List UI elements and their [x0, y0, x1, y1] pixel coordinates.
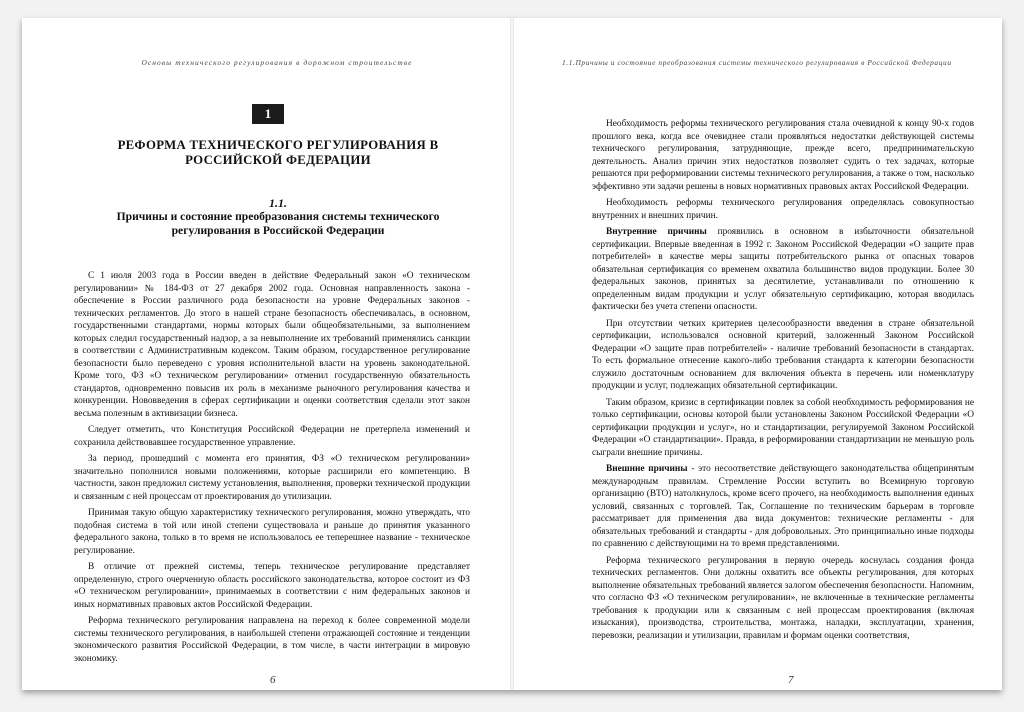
- paragraph: За период, прошедший с момента его принятия, ФЗ «О техническом регулировании» значительно пополнился новыми положениями, которые расширили его компетенцию. В частности, закон предложил систему установления, выполнения, проверки технической продукции и связанным с ней процессам от проектирования до утилизации.: [74, 454, 470, 502]
- page-number: 6: [270, 674, 276, 686]
- book-spread: [22, 18, 1002, 690]
- chapter-number: 1: [252, 104, 284, 124]
- paragraph-text: Необходимость реформы технического регулирования стала очевидной к концу 90-х годов прошлого века, когда все очевиднее стали проявляться недостатки действующей системы технического регулирования, затрудняющие, прежде всего, предпринимательскую деятельность. Анализ причин этих недостатков позволяет судить о тех задачах, которые решаются при реформировании системы технического регулирования, а также о том, насколько эффективно эти задачи решены в новых нормативных правовых актах Российской Федерации.: [592, 119, 974, 192]
- paragraph: [592, 397, 974, 460]
- paragraph-text: При отсутствии четких критериев целесообразности введения в стране обязательной сертификации, использовался основной критерий, заложенный Законом Российской Федерации «О защите прав потребителей» - наличие требований безопасности в стандартах. То есть формальное отнесение какого-либо требования стандарта к категории безопасности служило достаточным основанием для включения объекта в перечень или номенклатуру продукции и услуг, подлежащих обязательной сертификации.: [592, 318, 974, 391]
- running-head: 1.1.Причины и состояние преобразования системы технического регулирования в Российской Федерации: [562, 58, 952, 67]
- paragraph: [592, 197, 974, 222]
- paragraph: [592, 463, 974, 551]
- lead-text: Внешние причины: [606, 464, 688, 474]
- chapter-title: РЕФОРМА ТЕХНИЧЕСКОГО РЕГУЛИРОВАНИЯ В РОССИЙСКОЙ ФЕДЕРАЦИИ: [117, 138, 439, 167]
- paragraph-text: Необходимость реформы технического регулирования определялась совокупностью внутренних и внешних причин.: [592, 198, 974, 221]
- paragraph: [592, 118, 974, 193]
- paragraph: [592, 555, 974, 643]
- body-text: [74, 270, 470, 669]
- paragraph-text: Реформа технического регулирования в первую очередь коснулась создания фонда технических регламентов. Они должны охватить все объекты регулирования, для которых выполнение обязательных требований является залогом обеспечения безопасности. Напомним, что согласно ФЗ «О техническом регулировании», не включенные в технические регламенты требования к продукции или к связанным с ней процессам проектирования (включая изыскания), производства, строительства, монтажа, наладки, эксплуатации, хранения, перевозки, реализации и утилизации, правилам и формам оценки соответствия,: [592, 555, 974, 641]
- body-text: [592, 118, 974, 646]
- left-page: [22, 18, 512, 690]
- running-head: Основы технического регулирования в дорожном строительстве: [141, 58, 413, 67]
- section-number: 1.1.: [269, 196, 287, 210]
- section-title: Причины и состояние преобразования системы технического регулирования в Российской Федерации: [116, 210, 440, 237]
- paragraph-text: Таким образом, кризис в сертификации повлек за собой необходимость реформирования не только сертификации, основы которой были установлены Законом Российской Федерации «О сертификации продукции и услуг», но и стандартизации, регулируемой Законом Российской Федерации «О стандартизации». Правда, в реформировании стандартизации не меньшую роль сыграли внешние причины.: [592, 397, 974, 458]
- paragraph: Принимая такую общую характеристику технического регулирования, можно утверждать, что подобная система в той или иной степени существовала и раньше до принятия указанного федерального закона, только в то время не использовалось ее теперешнее название - техническое регулирование.: [74, 508, 470, 556]
- paragraph: В отличие от прежней системы, теперь техническое регулирование представляет определенную, строго очерченную область российского законодательства, которое состоит из ФЗ «О техническом регулировании», принимаемых в соответствии с ним федеральных законов и иных нормативных правовых актов Российской Федерации.: [74, 562, 470, 610]
- paragraph: [592, 318, 974, 393]
- right-page: [512, 18, 1002, 690]
- paragraph-text: - это несоответствие действующего законодательства общепринятым международным правилам. Стремление России вступить во Всемирную торговую организацию (ВТО) натолкнулось, кроме всего прочего, на необходимость выполнения единых условий, связанных с торговлей. Так, Соглашение по техническим барьерам в торговле рассматривает для применения два вида документов: технические регламенты - для обязательных требований и стандарты - для добровольных. Это принципиально иные подходы по сравнению с действующими на то время представлениями.: [592, 464, 974, 549]
- paragraph: Следует отметить, что Конституция Российской Федерации не претерпела изменений и сохранила действовавшее государственное управление.: [74, 425, 470, 448]
- page-number: 7: [788, 674, 794, 686]
- paragraph: [592, 226, 974, 314]
- paragraph-text: проявились в основном в избыточности обязательной сертификации. Впервые введенная в 1992 г. Законом Российской Федерации «О защите прав потребителей» в качестве меры защиты потребительского рынка от опасных товаров обязательная сертификация со временем охватила большинство видов продукции. Более 30 федеральных законов, принятых за десятилетие, устанавливали по отношению к определенным видам продукции и услуг обязательную сертификацию, которая вводилась фактически без учета степени опасности.: [592, 227, 975, 312]
- paragraph: С 1 июля 2003 года в России введен в действие Федеральный закон «О техническом регулировании» № 184-ФЗ от 27 декабря 2002 года. Основная направленность закона - обеспечение в России различного рода безопасности на уровне Федеральных законов - технических регламентов. До этого в нашей стране безопасность обеспечивалась, в основном, государственными стандартами, нормы которых были общеобязательными, за выполнением которых следил государственный надзор, а за невыполнение их требований применялись санкции в соответствии с Административным кодексом. Таким образом, государственное регулирование безопасности было переведено с уровня исполнительной власти на уровень законодательной. Кроме того, ФЗ «О техническом регулировании» отменил государственную обязательность стандартов, одновременно повысив их роль в механизме рыночного регулирования качества и конкуренции. Нововведения в сферах сертификации и оценки соответствия сделали этот закон весьма полезным в активизации бизнеса.: [74, 271, 470, 419]
- paragraph: Реформа технического регулирования направлена на переход к более современной модели системы технического регулирования, в наибольшей степени отражающей состояние и тенденции экономического развития Российской Федерации, в том числе, в части интеграции в мировую экономику.: [74, 616, 470, 664]
- lead-text: Внутренние причины: [606, 227, 707, 237]
